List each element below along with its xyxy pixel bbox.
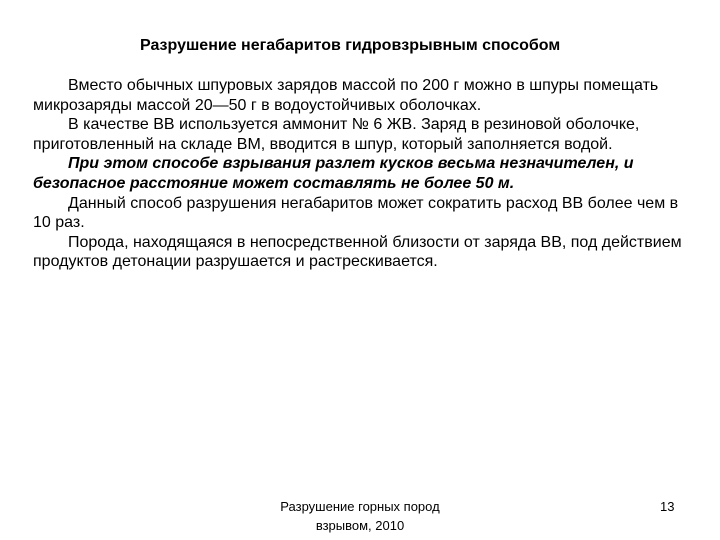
slide-title: Разрушение негабаритов гидровзрывным способом (140, 37, 561, 54)
paragraph-microcharges: Вместо обычных шпуровых зарядов массой по 200 г можно в шпуры помещать микрозаряды массой 20—50 г в водоустойчивых оболочках. (33, 77, 659, 114)
slide-body (33, 76, 683, 272)
paragraph-safety-distance: При этом способе взрывания разлет кусков весьма незначителен, и безопасное расстояние может составлять не более 50 м. (33, 155, 634, 192)
paragraph-rock-cracking: Порода, находящаяся в непосредственной близости от заряда ВВ, под действием продуктов детонации разрушается и растрескивается. (33, 233, 682, 271)
paragraph-consumption: Данный способ разрушения негабаритов может сократить расход ВВ более чем в 10 раз. (33, 194, 679, 232)
footer-caption-line-1: Разрушение горных пород (280, 499, 440, 514)
footer-caption-line-2: взрывом, 2010 (315, 518, 405, 533)
footer-caption (262, 497, 458, 535)
paragraph-explosive-type: В качестве ВВ используется аммонит № 6 ЖВ. Заряд в резиновой оболочке, приготовленный на складе ВМ, вводится в шпур, который заполняется водой. (33, 116, 640, 153)
page-number: 13 (660, 499, 675, 514)
